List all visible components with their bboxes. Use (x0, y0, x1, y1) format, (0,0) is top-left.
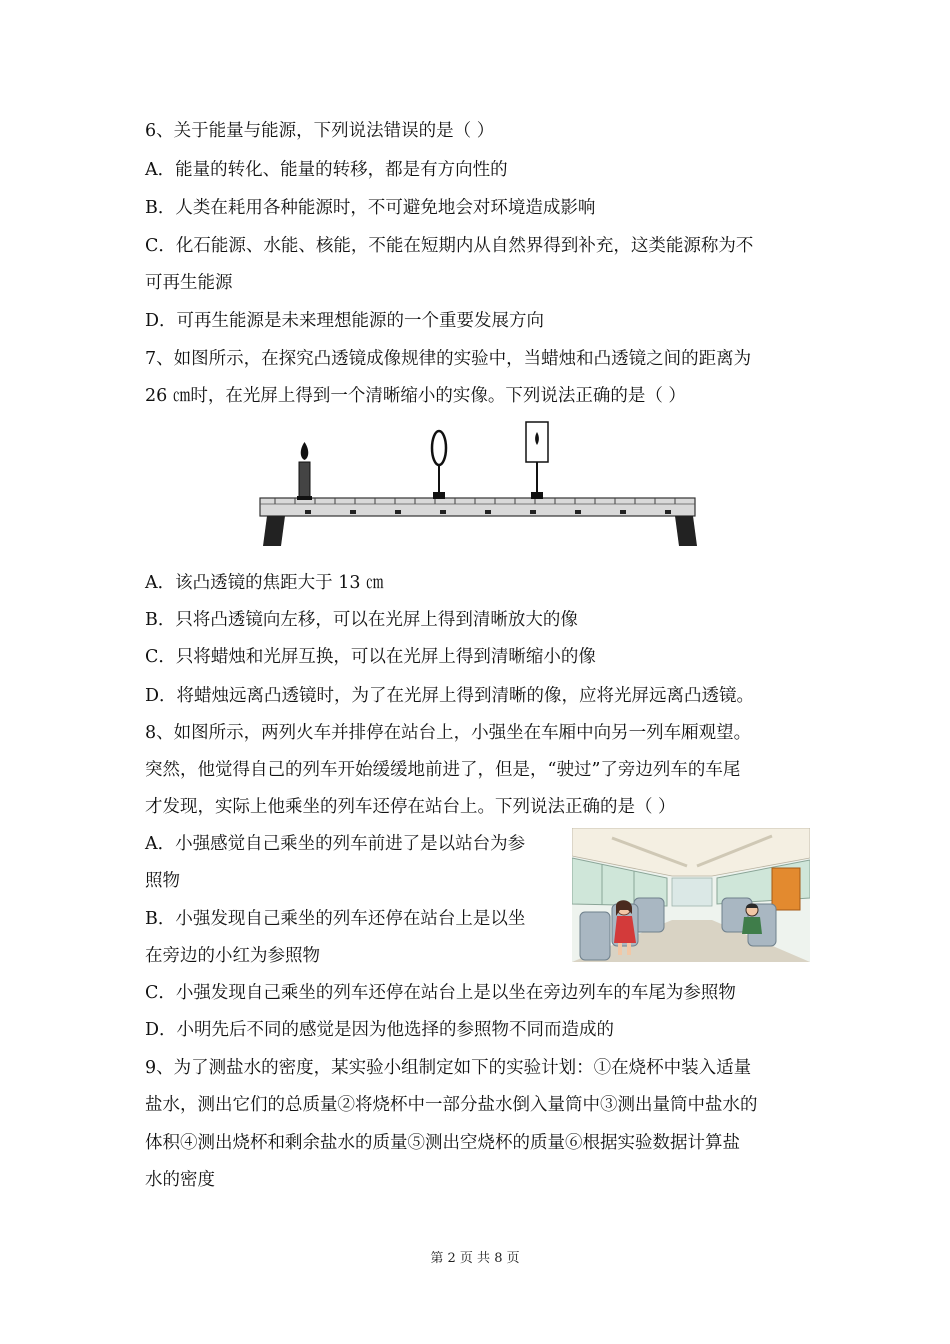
q8-option-b-line2: 在旁边的小红为参照物 (145, 946, 320, 966)
q6-option-b: B．人类在耗用各种能源时，不可避免地会对环境造成影响 (145, 198, 596, 218)
q6-option-a: A．能量的转化、能量的转移，都是有方向性的 (145, 160, 508, 180)
q9-line2: 盐水，测出它们的总质量②将烧杯中一部分盐水倒入量筒中③测出量筒中盐水的 (145, 1095, 758, 1115)
q9-line4: 水的密度 (145, 1170, 215, 1190)
q8-stem-line1: 8、如图所示，两列火车并排停在站台上，小强坐在车厢中向另一列车厢观望。 (145, 723, 752, 743)
convex-lens (432, 431, 446, 499)
page-number-footer: 第 2 页 共 8 页 (430, 1251, 520, 1266)
q7-stem-line2: 26 ㎝时，在光屏上得到一个清晰缩小的实像。下列说法正确的是（ ） (145, 386, 686, 406)
left-leg (263, 516, 285, 546)
q7-option-a: A．该凸透镜的焦距大于 13 ㎝ (145, 573, 384, 593)
q8-option-a-line1: A．小强感觉自己乘坐的列车前进了是以站台为参 (145, 834, 526, 854)
q6-option-c-line2: 可再生能源 (145, 273, 233, 293)
q8-stem-line2: 突然，他觉得自己的列车开始缓缓地前进了，但是，“驶过”了旁边列车的车尾 (145, 760, 741, 780)
q6-option-c-line1: C．化石能源、水能、核能，不能在短期内从自然界得到补充，这类能源称为不 (145, 236, 754, 256)
right-leg (675, 516, 697, 546)
q7-option-d: D．将蜡烛远离凸透镜时，为了在光屏上得到清晰的像，应将光屏远离凸透镜。 (145, 686, 755, 706)
q7-option-c: C．只将蜡烛和光屏互换，可以在光屏上得到清晰缩小的像 (145, 647, 596, 667)
q8-option-d: D．小明先后不同的感觉是因为他选择的参照物不同而造成的 (145, 1020, 615, 1040)
q8-stem-line3: 才发现，实际上他乘坐的列车还停在站台上。下列说法正确的是（ ） (145, 797, 676, 817)
bench-ticks (275, 498, 675, 504)
optical-bench-figure (255, 420, 700, 550)
candle (297, 442, 312, 500)
q9-line3: 体积④测出烧杯和剩余盐水的质量⑤测出空烧杯的质量⑥根据实验数据计算盐 (145, 1133, 740, 1153)
q8-option-c: C．小强发现自己乘坐的列车还停在站台上是以坐在旁边列车的车尾为参照物 (145, 983, 736, 1003)
q7-stem-line1: 7、如图所示，在探究凸透镜成像规律的实验中，当蜡烛和凸透镜之间的距离为 (145, 349, 752, 369)
q9-line1: 9、为了测盐水的密度，某实验小组制定如下的实验计划：①在烧杯中装入适量 (145, 1058, 752, 1078)
q6-stem: 6、关于能量与能源，下列说法错误的是（ ） (145, 121, 495, 141)
q7-option-b: B．只将凸透镜向左移，可以在光屏上得到清晰放大的像 (145, 610, 578, 630)
bench-rail (260, 498, 695, 516)
q8-option-a-line2: 照物 (145, 871, 180, 891)
train-carriage-illustration (572, 828, 810, 962)
light-screen (526, 422, 548, 499)
q6-option-d: D．可再生能源是未来理想能源的一个重要发展方向 (145, 311, 545, 331)
q8-option-b-line1: B．小强发现自己乘坐的列车还停在站台上是以坐 (145, 909, 526, 929)
